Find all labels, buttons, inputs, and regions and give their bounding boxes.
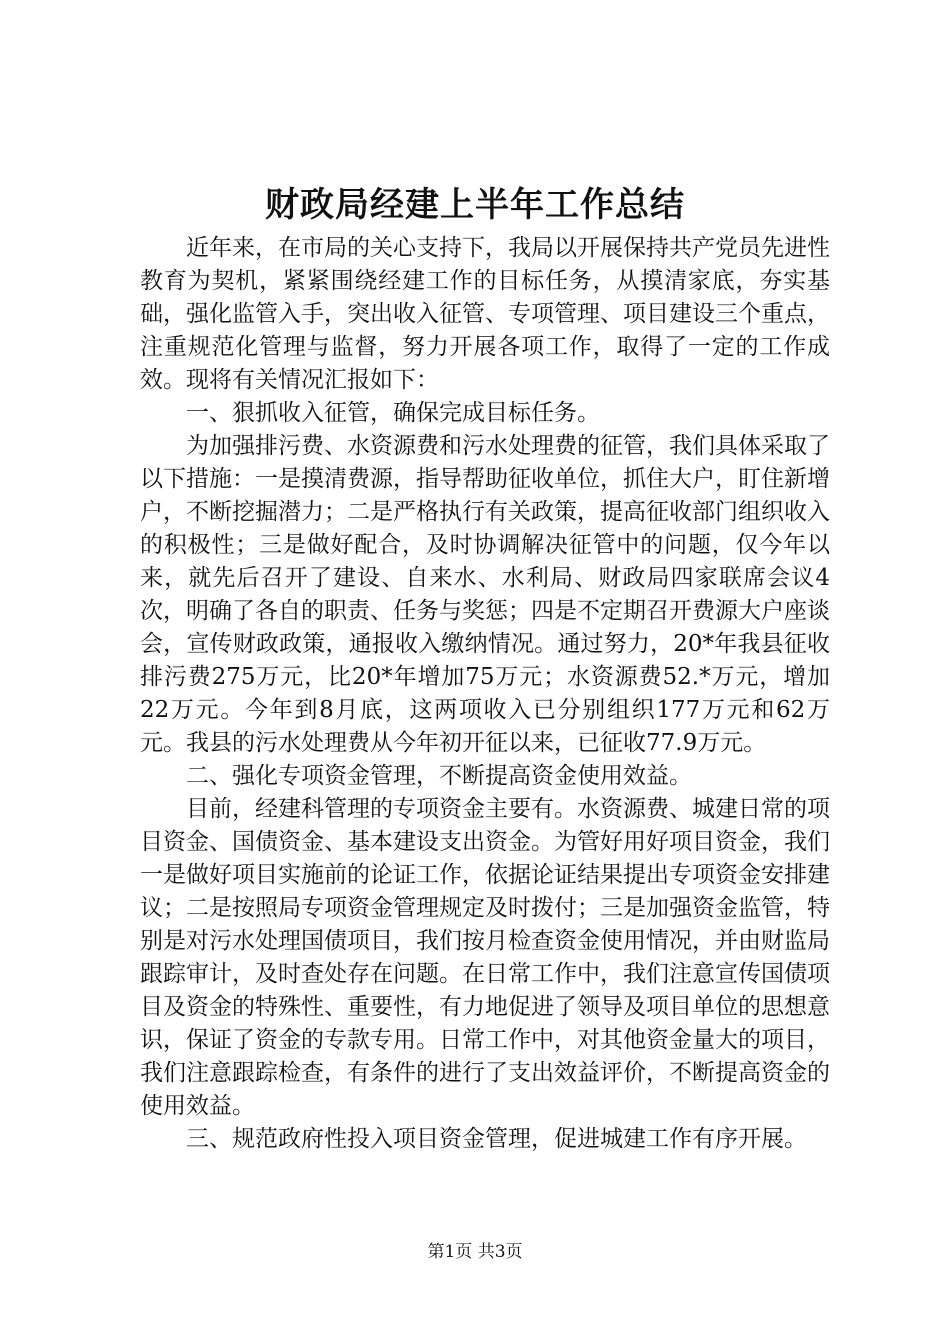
document-body	[140, 232, 830, 1156]
section-heading-1: 一、狠抓收入征管，确保完成目标任务。	[186, 400, 600, 426]
document-title: 财政局经建上半年工作总结	[265, 185, 685, 225]
paragraph-section-2: 目前，经建科管理的专项资金主要有。水资源费、城建日常的项目资金、国债资金、基本建设支出资金。为管好用好项目资金，我们一是做好项目实施前的论证工作，依据论证结果提出专项资金安排建议；二是按照局专项资金管理规定及时拨付；三是加强资金监管，特别是对污水处理国债项目，我们按月检查资金使用情况，并由财监局跟踪审计，及时查处存在问题。在日常工作中，我们注意宣传国债项目及资金的特殊性、重要性，有力地促进了领导及项目单位的思想意识，保证了资金的专款专用。日常工作中，对其他资金量大的项目，我们注意跟踪检查，有条件的进行了支出效益评价，不断提高资金的使用效益。	[140, 796, 830, 1119]
section-heading-2: 二、强化专项资金管理，不断提高资金使用效益。	[186, 763, 692, 789]
section-heading-3: 三、规范政府性投入项目资金管理，促进城建工作有序开展。	[186, 1126, 807, 1152]
paragraph-intro: 近年来，在市局的关心支持下，我局以开展保持共产党员先进性教育为契机，紧紧围绕经建工作的目标任务，从摸清家底，夯实基础，强化监管入手，突出收入征管、专项管理、项目建设三个重点，注重规范化管理与监督，努力开展各项工作，取得了一定的工作成效。现将有关情况汇报如下：	[140, 235, 830, 393]
paragraph-section-1: 为加强排污费、水资源费和污水处理费的征管，我们具体采取了以下措施：一是摸清费源，指导帮助征收单位，抓住大户，盯住新增户，不断挖掘潜力；二是严格执行有关政策，提高征收部门组织收入的积极性；三是做好配合，及时协调解决征管中的问题，仅今年以来，就先后召开了建设、自来水、水利局、财政局四家联席会议4次，明确了各自的职责、任务与奖惩；四是不定期召开费源大户座谈会，宣传财政政策，通报收入缴纳情况。通过努力，20*年我县征收排污费275万元，比20*年增加75万元；水资源费52.*万元，增加22万元。今年到8月底，这两项收入已分别组织177万元和62万元。我县的污水处理费从今年初开征以来，已征收77.9万元。	[140, 433, 830, 756]
page-number-footer: 第1页 共3页	[427, 1242, 523, 1262]
